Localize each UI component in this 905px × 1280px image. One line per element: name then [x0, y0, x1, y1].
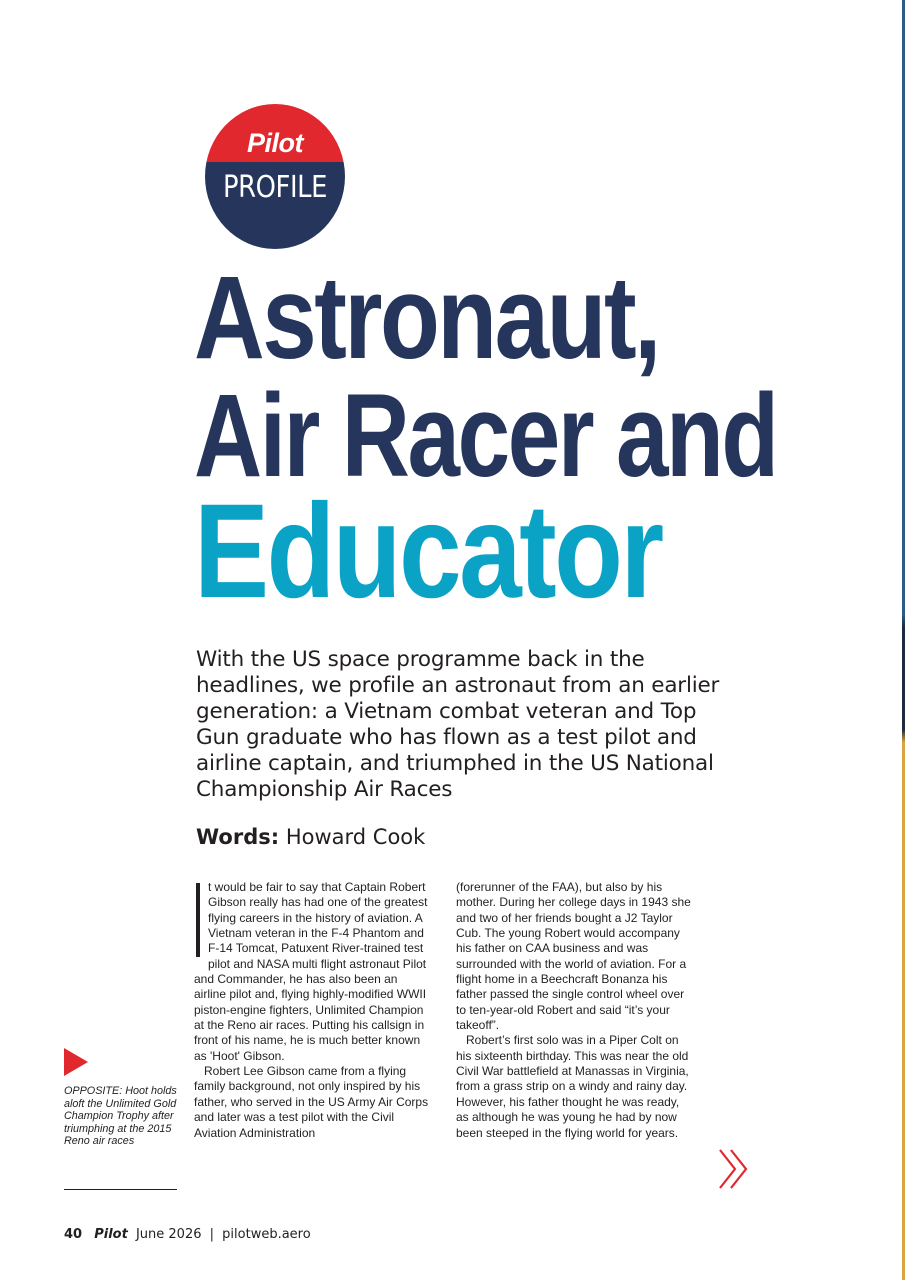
body-column-1: [194, 880, 430, 1141]
headline-line-2: Air Racer and: [194, 370, 777, 502]
triangle-right-icon: [64, 1048, 88, 1076]
body-column-2: [456, 880, 692, 1141]
body-paragraph: Robert’s first solo was in a Piper Colt on his sixteenth birthday. This was near the old Civil War battlefield at Manassas in Virginia, from a grass strip on a windy and rainy day. However, his father thought he was ready, as although he was young he had by now been steeped in the flying world for years.: [456, 1033, 689, 1140]
body-paragraph: Robert Lee Gibson came from a flying family background, not only inspired by his father, who served in the US Army Air Corps and later was a test pilot with the Civil Aviation Administration: [194, 1064, 429, 1140]
folio-site: pilotweb.aero: [222, 1227, 311, 1242]
photo-caption: OPPOSITE: Hoot holds aloft the Unlimited Gold Champion Trophy after triumphing at the 2015 Reno air races: [64, 1085, 177, 1148]
body-text: t would be fair to say that Captain Robert Gibson really has had one of the greatest flying careers in the history of aviation. A Vietnam veteran in the F-4 Phantom and F-14 Tomcat, Patuxent River-trained test pilot and NASA multi flight astronaut Pilot and Commander, he has also been an airline pilot and, flying highly-modified WWII piston-engine fighters, Unlimited Champion at the Reno air races. Putting his callsign in front of his name, he is much better known as 'Hoot' Gibson.: [194, 880, 428, 1063]
body-paragraph: (forerunner of the FAA), but also by his mother. During her college days in 1943 she and two of her friends bought a J2 Taylor Cub. The young Robert would accompany his father on CAA business and was surrounded with the world of aviation. For a flight home in a Beechcraft Bonanza his father passed the single control wheel over to ten-year-old Robert and said “it’s your takeoff”.: [456, 880, 691, 1033]
headline-line-3: Educator: [194, 477, 662, 626]
drop-cap-bar: [196, 883, 200, 957]
double-chevron-right-icon: [717, 1147, 751, 1191]
headline-line-1: Astronaut,: [194, 252, 659, 384]
body-paragraph: [194, 880, 430, 1064]
folio-issue: June 2026: [135, 1227, 202, 1242]
folio-separator: |: [209, 1227, 215, 1242]
folio-brand: Pilot: [94, 1227, 128, 1242]
page-number: 40: [64, 1227, 83, 1242]
headline: [194, 252, 894, 626]
badge-section: PROFILE: [223, 170, 327, 205]
page-folio: [64, 1227, 311, 1242]
byline-label: Words:: [196, 825, 280, 849]
byline-author: Howard Cook: [285, 825, 426, 849]
byline: [196, 825, 425, 849]
pilot-profile-badge: [205, 104, 345, 249]
caption-rule: [64, 1189, 177, 1190]
badge-brand: Pilot: [247, 128, 303, 158]
standfirst: With the US space programme back in the headlines, we profile an astronaut from an earlier generation: a Vietnam combat veteran and Top Gun graduate who has flown as a test pilot and airline captain, and triumphed in the US National Championship Air Races: [196, 647, 720, 802]
